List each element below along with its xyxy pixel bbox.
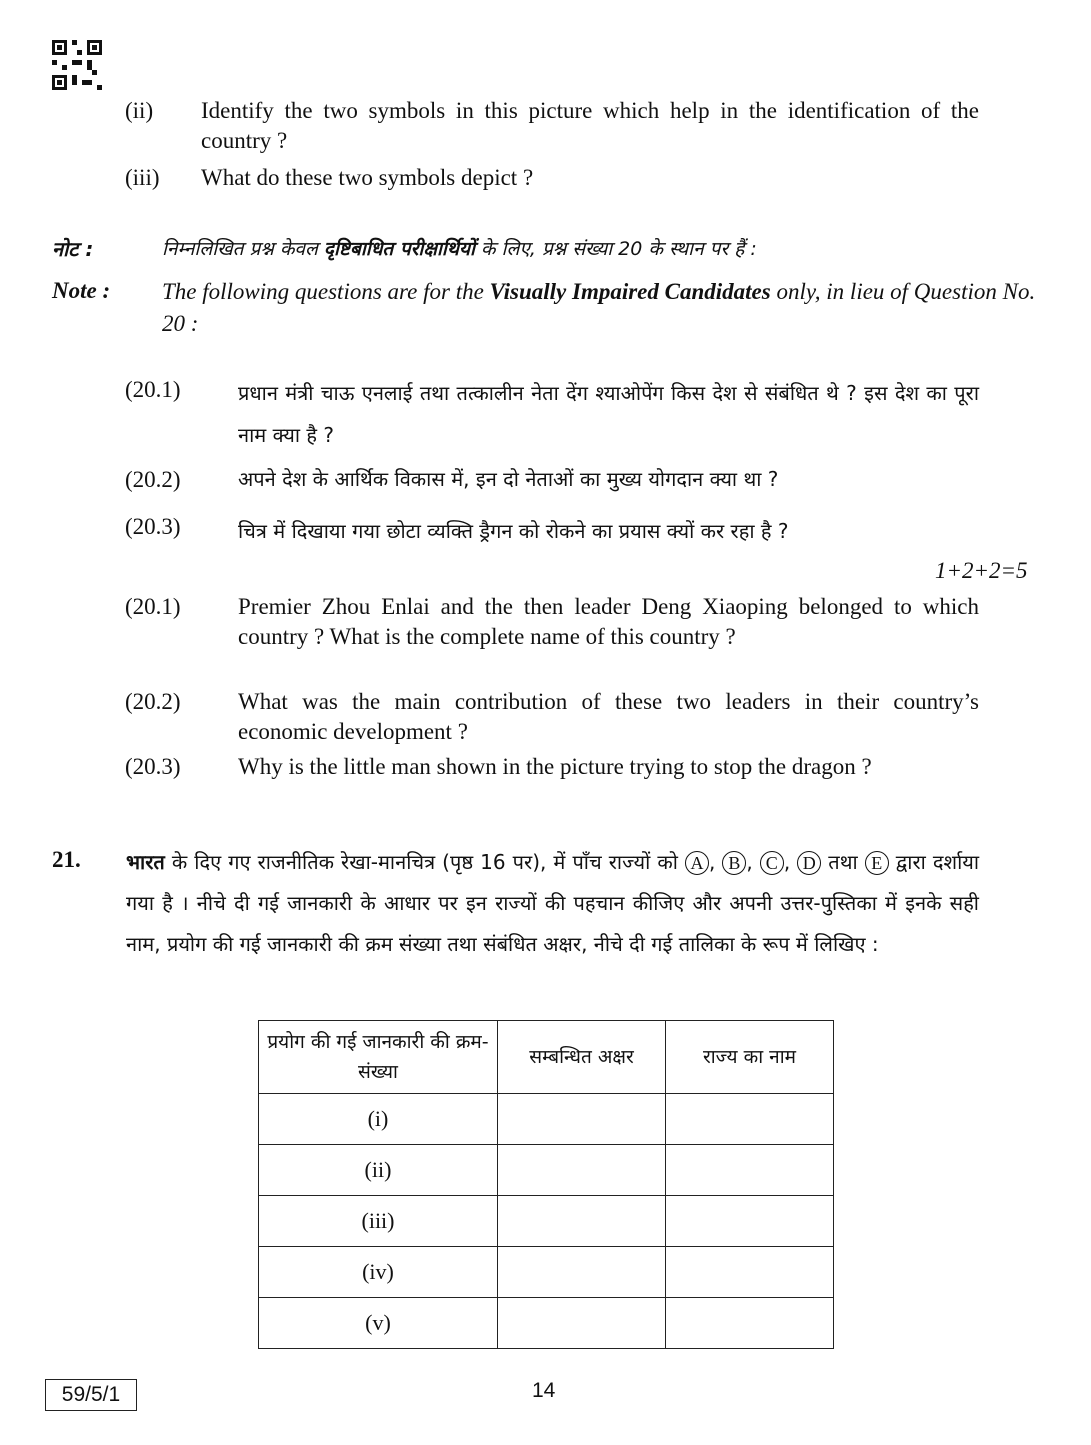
table-row [259,1298,834,1349]
item-text: Identify the two symbols in this picture which help in the identification of the country ? [201,98,979,153]
item-text-hindi: चित्र में दिखाया गया छोटा व्यक्ति ड्रैगन को रोकने का प्रयास क्यों कर रहा है ? [238,519,789,543]
note-text-english: The following questions are for the Visually Impaired Candidates only, in lieu of Question No. 20 : [162,279,1036,336]
question-number: 21. [52,847,81,872]
item-number: (20.3) [125,514,181,539]
table-header: राज्य का नाम [666,1021,834,1094]
item-text: What do these two symbols depict ? [201,165,534,190]
bold-word: भारत [126,850,165,874]
note-text-hindi: निम्नलिखित प्रश्न केवल दृष्टिबाधित परीक्षार्थियों के लिए, प्रश्न संख्या 20 के स्थान पर हैं : [162,238,757,260]
page-number: 14 [532,1379,556,1402]
table-header: सम्बन्धित अक्षर [498,1021,666,1094]
note-label-english: Note : [52,278,111,303]
table-cell: (iv) [259,1247,498,1298]
letter-circle: C [760,851,784,875]
table-cell: (i) [259,1094,498,1145]
letter-circle: D [797,851,821,875]
paper-code: 59/5/1 [45,1379,137,1411]
item-number: (20.1) [125,377,181,402]
qr-code-icon [52,40,102,90]
item-text-hindi: प्रधान मंत्री चाऊ एनलाई तथा तत्कालीन नेता देंग श्याओपेंग किस देश से संबंधित थे ? इस देश का पूरा नाम क्या है ? [238,381,979,447]
letter-circle: E [865,851,889,875]
table-row [259,1094,834,1145]
item-number: (ii) [125,98,154,123]
item-number: (iii) [125,165,160,190]
table-cell: (v) [259,1298,498,1349]
item-number: (20.2) [125,689,181,714]
table-cell: (iii) [259,1196,498,1247]
item-text: Premier Zhou Enlai and the then leader Deng Xiaoping belonged to which country ? What is the complete name of this country ? [238,594,979,649]
table-row [259,1196,834,1247]
item-text-hindi: अपने देश के आर्थिक विकास में, इन दो नेताओं का मुख्य योगदान क्या था ? [238,467,779,491]
table-cell: (ii) [259,1145,498,1196]
letter-circle: A [685,851,709,875]
item-text: What was the main contribution of these two leaders in their country’s economic development ? [238,689,979,744]
item-number: (20.1) [125,594,181,619]
table-header: प्रयोग की गई जानकारी की क्रम-संख्या [259,1021,498,1094]
answer-table [258,1020,834,1349]
item-number: (20.2) [125,467,181,492]
note-label-hindi: नोट : [52,237,94,261]
letter-circle: B [722,851,746,875]
question-21-text: भारत के दिए गए राजनीतिक रेखा-मानचित्र (पृष्ठ 16 पर), में पाँच राज्यों को A , B , C , D तथा E द्वारा दर्शाया गया है । नीचे दी गई जानकारी के आधार पर इन राज्यों की पहचान कीजिए और अपनी उत्तर-पुस्तिका में इनके सही नाम, प्रयोग की गई जानकारी की क्रम संख्या तथा संबंधित अक्षर, नीचे दी गई तालिका के रूप में लिखिए : [126,850,980,956]
item-number: (20.3) [125,754,181,779]
marks: 1+2+2=5 [935,558,1028,583]
table-row [259,1145,834,1196]
item-text: Why is the little man shown in the picture trying to stop the dragon ? [238,754,872,779]
table-row [259,1247,834,1298]
